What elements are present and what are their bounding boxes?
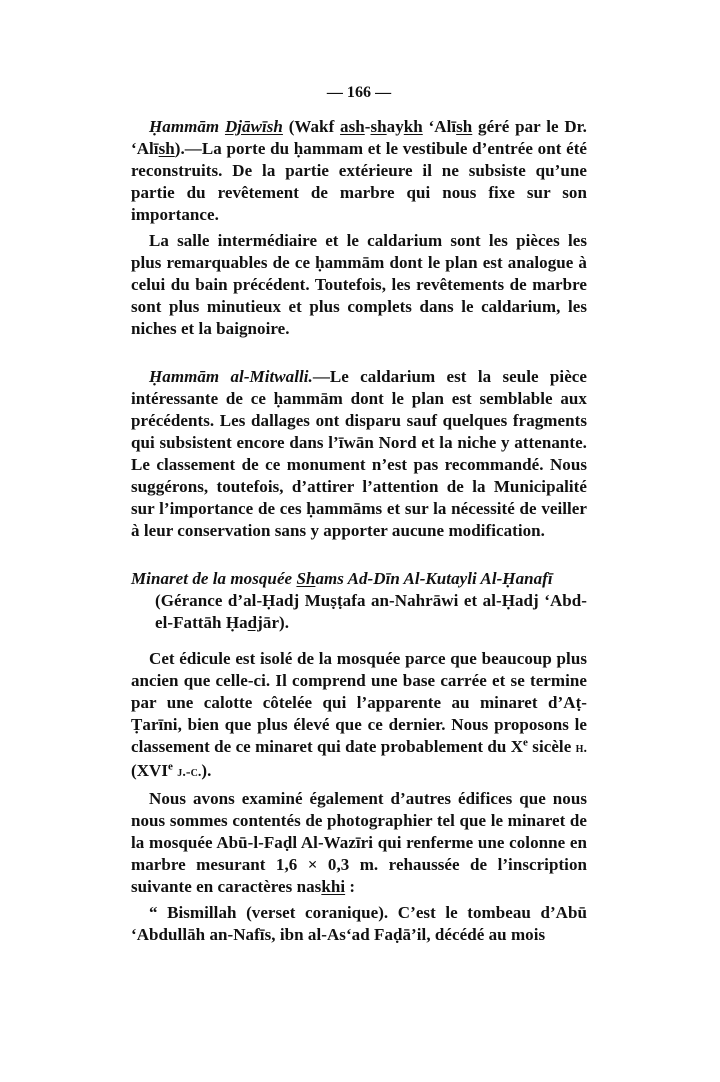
text-run: ams Ad-Dīn Al-Kutayli Al-Ḥanafī [315, 569, 553, 588]
text-run: ār). [262, 613, 290, 632]
text-run: (XVI [131, 761, 169, 780]
text-run: ay [386, 117, 404, 136]
section-heading-minaret [131, 568, 587, 590]
text-run: : [345, 877, 356, 896]
superscript: e [523, 736, 528, 749]
section-title-mitwalli: Ḥammām al-Mitwalli. [149, 367, 313, 386]
text-run: ‘Alī [422, 117, 457, 136]
text-run: (Wakf [288, 117, 341, 136]
paragraph-autres-edifices [131, 788, 587, 898]
text-run: (Gérance d’al-Ḥadj Muṣṭafa an-Nahrāwi et al-Ḥadj ‘Abd-el-Fattāh Ḥa [155, 591, 587, 632]
section-title-hammam: Ḥammām [149, 117, 220, 136]
text-run: Minaret de la mosquée [131, 569, 297, 588]
paragraph-hammam-mitwalli [131, 366, 587, 542]
underlined-term: Sh [296, 569, 316, 588]
paragraph-salle-intermediaire: La salle intermédiaire et le caldarium sont les pièces les plus remarquables de ce ḥammām dont le plan est analogue à celui du bain précédent. Toutefois, les revêtements de marbre sont plus minutieux et plus complets dans le caldarium, les niches et la baignoire. [131, 231, 587, 338]
paragraph-hammam-djawish [131, 116, 587, 226]
paragraph-edicule [131, 648, 587, 784]
text-run: Cet édicule est isolé de la mosquée parce que beaucoup plus ancien que celle-ci. Il comprend une base carrée et se termine par une calotte côtelée qui l’apparente au minaret d’Aṭ-Ṭarīni, bien que plus élevé que ce dernier. Nous proposons le classement de ce minaret qui date probablement du X [131, 649, 587, 756]
underlined-term: sh [158, 139, 175, 158]
underlined-term: dj [247, 613, 263, 632]
text-run: géré par le Dr. ‘Alī [131, 117, 587, 158]
underlined-term: khi [321, 877, 346, 896]
section-title-djawish [225, 117, 283, 136]
spacer [131, 542, 587, 568]
underlined-term: sh [370, 117, 387, 136]
text-run: —Le caldarium est la seule pièce intéressante de ce ḥammām dont le plan est semblable aux précédents. Les dallages ont disparu sauf quelques fragments qui subsistent encore dans l’īwān Nord et la niche y attenante. Le classement de ce monument n’est pas recommandé. Nous suggérons, toutefois, d’attirer l’attention de la Municipalité sur l’importance de ces ḥammāms et sur la nécessité de veiller à leur conservation sans y apporter aucune modification. [131, 367, 587, 540]
underlined-term: ash [340, 117, 365, 136]
underlined-term: sh [456, 117, 473, 136]
text-run: sicèle [527, 737, 576, 756]
underlined-term: Djāwīsh [224, 117, 283, 136]
superscript: e [168, 760, 173, 773]
small-caps-abbr: j.-c. [177, 765, 202, 780]
text-run: ).—La porte du ḥammam et le vestibule d’entrée ont été reconstruits. De la partie extérieure il ne subsiste qu’une partie du revêtement de marbre qui nous fixe sur son importance. [131, 139, 587, 224]
document-page [131, 82, 587, 946]
spacer [131, 634, 587, 648]
paragraph-inscription-quote: “ Bismillah (verset coranique). C’est le tombeau d’Abū ‘Abdullāh an-Nafīs, ibn al-As‘ad Faḍā’il, décédé au mois [131, 903, 587, 944]
spacer [131, 340, 587, 366]
underlined-term: kh [403, 117, 423, 136]
page-number: — 166 — [326, 84, 392, 101]
text-run: Nous avons examiné également d’autres édifices que nous nous sommes contentés de photographier tel que le minaret de la mosquée Abū-l-Faḍl Al-Wazīri qui renferme une colonne en marbre mesurant 1,6 × 0,3 m. rehaussée de l’inscription suivante en caractères nas [131, 789, 587, 896]
section-subheading-gerance [131, 590, 587, 634]
small-caps-abbr: h. [575, 741, 587, 756]
text-run: ). [201, 761, 212, 780]
text-run: - [364, 117, 371, 136]
